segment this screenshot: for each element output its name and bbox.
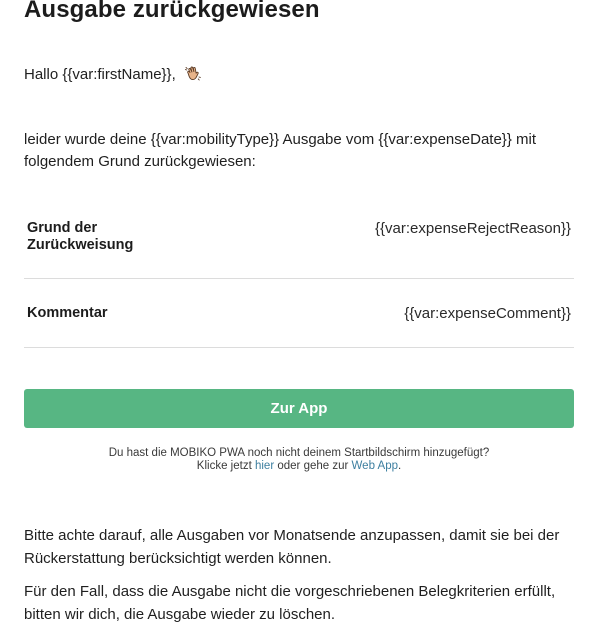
footer-notice-1: Bitte achte darauf, alle Ausgaben vor Monatsende anzupassen, damit sie bei der Rückerstattung berücksichtigt werden können. [24,527,560,567]
open-app-button[interactable]: Zur App [24,389,574,428]
detail-label: Kommentar [27,305,108,321]
greeting-text: Hallo {{var:firstName}}, [24,66,176,83]
hint-middle: oder gehe zur [277,460,349,472]
greeting [24,64,202,86]
footer-notice-2: Für den Fall, dass die Ausgabe nicht die vorgeschriebenen Belegkriterien erfüllt, bitten wir dich, die Ausgabe wieder zu löschen. [24,583,556,623]
detail-value: {{var:expenseRejectReason}} [375,220,571,237]
install-hint [24,447,574,473]
here-link[interactable]: hier [254,460,275,472]
waving-hand-icon [184,64,202,82]
detail-value: {{var:expenseComment}} [404,305,571,322]
hint-prefix: Klicke jetzt [196,460,252,472]
hint-line-2 [24,460,574,473]
details-table [24,207,574,348]
hint-line-1: Du hast die MOBIKO PWA noch nicht deinem Startbildschirm hinzugefügt? [108,447,490,459]
detail-row-comment [24,279,574,348]
page-title: Ausgabe zurückgewiesen [24,0,320,23]
detail-label: Grund der Zurückweisung [27,220,134,253]
web-app-link[interactable]: Web App [351,460,398,472]
intro-text: leider wurde deine {{var:mobilityType}} Ausgabe vom {{var:expenseDate}} mit folgendem Grund zurückgewiesen: [24,131,536,170]
hint-suffix: . [398,460,402,472]
detail-row-reason [24,207,574,279]
